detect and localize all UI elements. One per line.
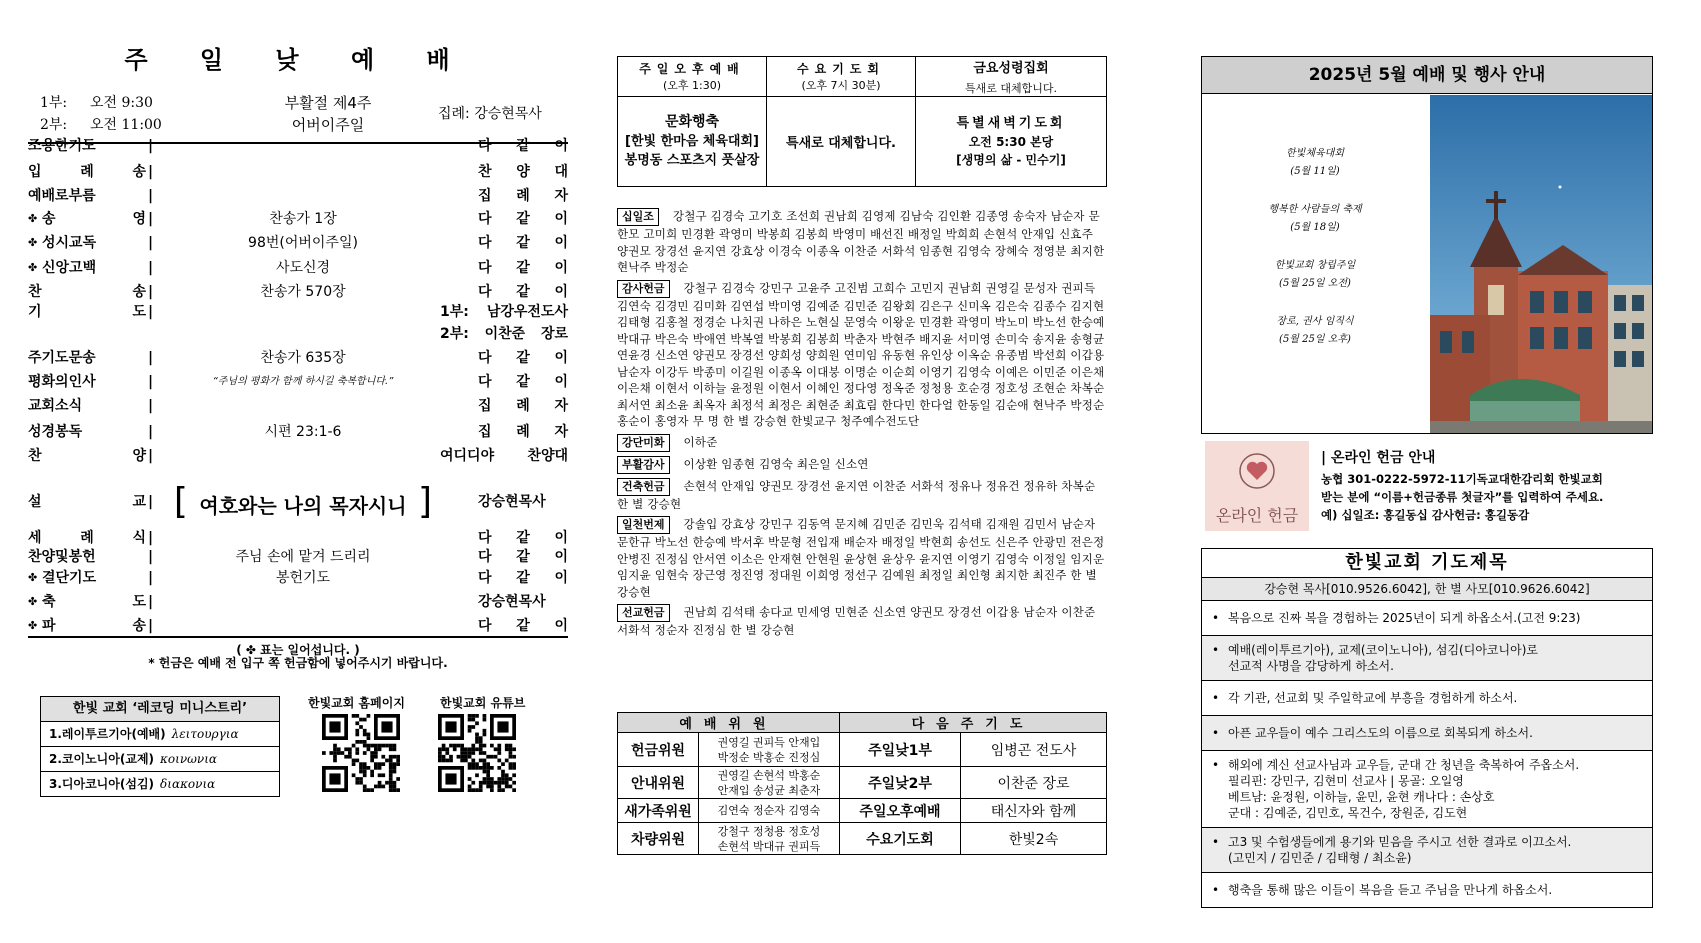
offering-block bbox=[617, 280, 1107, 430]
order-divider: | bbox=[148, 570, 154, 586]
order-item-name: 평화의인사 bbox=[28, 374, 96, 390]
order-item-name: 예배로부름 bbox=[28, 188, 96, 204]
offering-block bbox=[617, 434, 1107, 452]
recording-title: 한빛 교회 ‘레코딩 미니스트리’ bbox=[41, 697, 279, 722]
order-item-name: 송 영 bbox=[42, 211, 146, 227]
prayer-item-line bbox=[1212, 610, 1644, 626]
bullet-icon: • bbox=[1212, 611, 1220, 625]
order-item-content: 봉헌기도 bbox=[275, 570, 331, 586]
prayer-slot: 수요기도회 bbox=[840, 823, 961, 855]
recording-item-greek: λειτουργια bbox=[171, 727, 239, 741]
bullet-icon: • bbox=[1212, 691, 1220, 705]
homepage-qr-code[interactable] bbox=[322, 714, 400, 792]
prayer-item bbox=[1202, 828, 1652, 873]
recording-item-greek: κοινωνια bbox=[160, 752, 218, 766]
order-of-worship bbox=[28, 30, 568, 880]
order-divider: | bbox=[148, 235, 154, 251]
service-name bbox=[238, 92, 418, 136]
order-item-leader: 강승현목사 bbox=[478, 594, 546, 610]
duty-names bbox=[699, 733, 840, 767]
offering-names-text: 이하준 bbox=[683, 434, 718, 449]
order-row bbox=[28, 590, 568, 614]
recording-item-greek: διακονια bbox=[160, 777, 216, 791]
prayer-item bbox=[1202, 681, 1652, 716]
order-item-name: 성시교독 bbox=[42, 235, 97, 251]
event-name: 장로, 권사 임직식 bbox=[1276, 316, 1354, 327]
order-divider: | bbox=[148, 398, 154, 414]
prayer-item-line bbox=[1212, 834, 1644, 850]
duty-names bbox=[699, 799, 840, 823]
recording-ministry-box bbox=[40, 696, 280, 797]
online-offering-title: | 온라인 헌금 안내 bbox=[1321, 450, 1436, 466]
offering-names bbox=[617, 208, 1107, 643]
order-item-name: 입 례 송 bbox=[28, 164, 146, 180]
order-item-name: 신앙고백 bbox=[42, 260, 97, 276]
prayer-item bbox=[1202, 601, 1652, 636]
offering-names-text: 강철구 김경숙 고기호 조선희 권남희 김영제 김남숙 김인환 김종영 송숙자 남순자 문한모 고미희 민경환 곽영미 박봉희 김봉희 박영미 배선진 배정일 박희희 손현석 안재입 신효주 양권모 장경선 윤지연 강효상 이경숙 이종옥 이찬준 서화석 임종현 김영숙 장혜숙 정영분 최지한 현낙주 박정순 bbox=[617, 209, 1105, 274]
order-item-leader: 1부: 남강우전도사 bbox=[440, 304, 568, 320]
wednesday-prayer-body: 특새로 대체합니다. bbox=[767, 97, 916, 187]
event-date: (5월 11일) bbox=[1290, 166, 1340, 177]
bullet-icon: • bbox=[1212, 835, 1220, 849]
online-instruction: 받는 분에 “이름+헌금종류 첫글자”를 입력하여 주세요. bbox=[1321, 490, 1604, 504]
afternoon-body-line: 문화행축 bbox=[664, 114, 720, 130]
youtube-qr-code[interactable] bbox=[438, 714, 516, 792]
right-bracket: ] bbox=[406, 481, 433, 522]
recording-item bbox=[41, 747, 279, 772]
order-divider: | bbox=[148, 530, 154, 546]
order-divider: | bbox=[148, 164, 154, 180]
order-item-content: 찬송가 570장 bbox=[260, 284, 346, 300]
order-item-leader: 다 같 이 bbox=[478, 350, 568, 366]
order-item-leader: 다 같 이 bbox=[478, 530, 568, 546]
online-offering-box bbox=[1201, 441, 1651, 531]
duty-role: 안내위원 bbox=[618, 767, 699, 799]
order-item-leader: 다 같 이 bbox=[478, 549, 568, 565]
offering-type-tag: 감사헌금 bbox=[617, 280, 670, 298]
youtube-qr-label: 한빛교회 유튜브 bbox=[440, 696, 526, 710]
order-item-leader: 다 같 이 bbox=[478, 235, 568, 251]
order-divider: | bbox=[148, 304, 154, 320]
duty-role: 차량위원 bbox=[618, 823, 699, 855]
offering-type-tag: 십일조 bbox=[617, 208, 659, 226]
order-row bbox=[28, 256, 568, 280]
order-divider: | bbox=[148, 211, 154, 227]
order-divider: | bbox=[148, 374, 154, 390]
order-divider: | bbox=[148, 350, 154, 366]
order-item-leader: 집 례 자 bbox=[478, 398, 568, 414]
offering-names-text: 권남희 김석태 송다교 민세영 민현준 신소연 양권모 장경선 이갑용 남순자 이찬준 서화석 정순자 진정심 한 별 강승현 bbox=[617, 605, 1096, 637]
prayer-item-text: 아픈 교우들이 예수 그리스도의 이름으로 회복되게 하소서. bbox=[1228, 726, 1533, 740]
standing-mark: ✤ bbox=[28, 212, 38, 225]
standing-note: ( ✤ 표는 일어섭니다. ) bbox=[28, 636, 568, 658]
church-illustration bbox=[1430, 95, 1652, 433]
event-name: 한빛교회 창립주일 bbox=[1274, 260, 1356, 271]
offering-block bbox=[617, 208, 1107, 276]
dawn-prayer-time: 오전 5:30 본당 bbox=[968, 134, 1054, 149]
prayer-slot: 주일낮1부 bbox=[840, 733, 961, 767]
friday-service-title: 금요성령집회 bbox=[973, 61, 1049, 76]
officiant: 집례: 강승현목사 bbox=[438, 106, 542, 122]
afternoon-service-title: 주일오후예배 bbox=[639, 62, 745, 76]
prayer-item bbox=[1202, 751, 1652, 828]
prayer-item-line bbox=[1212, 789, 1644, 805]
offering-type-tag: 일천번제 bbox=[617, 516, 670, 534]
dawn-prayer-theme: [생명의 삶 - 민수기] bbox=[956, 152, 1066, 167]
order-item-leader: 다 같 이 bbox=[478, 260, 568, 276]
order-item-content: 사도신경 bbox=[275, 260, 331, 276]
prayer-item-text: 복음으로 진짜 복을 경험하는 2025년이 되게 하옵소서.(고전 9:23) bbox=[1228, 611, 1581, 625]
duty-role: 헌금위원 bbox=[618, 733, 699, 767]
standing-mark: ✤ bbox=[28, 595, 38, 608]
order-divider: | bbox=[148, 284, 154, 300]
online-offering-badge-label: 온라인 헌금 bbox=[1215, 506, 1299, 525]
recording-item-label: 3.디아코니아(섬김) bbox=[49, 777, 155, 791]
duty-names bbox=[699, 823, 840, 855]
order-divider: | bbox=[148, 494, 154, 510]
order-row bbox=[28, 207, 568, 231]
sermon-title bbox=[168, 481, 438, 524]
order-item-name: 성경봉독 bbox=[28, 424, 83, 440]
order-item-leader: 집 례 자 bbox=[478, 424, 568, 440]
order-row bbox=[28, 394, 568, 418]
order-item-content: 찬송가 1장 bbox=[269, 211, 337, 227]
prayer-item-line bbox=[1212, 805, 1644, 821]
events-list bbox=[1202, 95, 1428, 433]
event-item bbox=[1202, 201, 1428, 237]
order-item-content: 시편 23:1-6 bbox=[264, 424, 342, 440]
duty-row bbox=[618, 823, 1107, 855]
prayer-item-line bbox=[1212, 725, 1644, 741]
prayer-item-text: 행축을 통해 많은 이들이 복음을 듣고 주님을 만나게 하옵소서. bbox=[1228, 883, 1553, 897]
service-name-line: 부활절 제4주 bbox=[284, 94, 372, 112]
order-row bbox=[28, 300, 568, 324]
order-row bbox=[28, 184, 568, 208]
afternoon-body-line: 봉명동 스포츠지 풋살장 bbox=[624, 153, 760, 168]
friday-service-body: 특새로 대체합니다. bbox=[964, 82, 1057, 95]
order-item-leader: 다 같 이 bbox=[478, 570, 568, 586]
offering-block bbox=[617, 604, 1107, 639]
duty-names-line: 안재입 송성균 최춘자 bbox=[717, 783, 821, 797]
duty-table bbox=[617, 712, 1107, 855]
event-item bbox=[1202, 313, 1428, 349]
event-date: (5월 25일 오후) bbox=[1279, 334, 1351, 345]
order-row bbox=[28, 134, 568, 158]
duty-names-line: 강철구 정청용 정호성 bbox=[717, 824, 821, 838]
prayer-slot: 주일낮2부 bbox=[840, 767, 961, 799]
offering-note: * 헌금은 예배 전 입구 쪽 헌금함에 넣어주시기 바랍니다. bbox=[148, 656, 448, 670]
order-item-name: 교회소식 bbox=[28, 398, 83, 414]
homepage-qr-label: 한빛교회 홈페이지 bbox=[308, 696, 405, 710]
service-title: 주 일 낮 예 배 bbox=[124, 46, 472, 74]
event-item bbox=[1202, 145, 1428, 181]
prayer-item bbox=[1202, 716, 1652, 751]
order-item-name: 설 교 bbox=[28, 494, 146, 510]
prayer-item-text: 해외에 계신 선교사님과 교우들, 군대 간 청년을 축복하여 주옵소서. bbox=[1228, 758, 1580, 772]
order-item-content: 찬송가 635장 bbox=[260, 350, 346, 366]
order-item-name: 찬 송 bbox=[28, 284, 146, 300]
sermon-row bbox=[28, 481, 568, 522]
time-label: 2부: bbox=[40, 117, 68, 133]
standing-mark: ✤ bbox=[28, 236, 38, 249]
wednesday-prayer-time: (오후 7시 30분) bbox=[801, 79, 881, 92]
order-divider: | bbox=[148, 138, 154, 154]
online-example: 예) 십일조: 홍길동십 감사헌금: 홍길동감 bbox=[1321, 508, 1530, 522]
prayer-slot: 주일오후예배 bbox=[840, 799, 961, 823]
offering-names-text: 강철구 김경숙 강민구 고윤주 고진범 고희수 고민지 권남희 권영길 문성자 권피득 김연숙 김경민 김미화 김연섭 박미영 김예준 김민준 김왕회 김은구 신미옥 김은숙 김종수 김지현 김태형 김홍철 정경순 나치권 나하은 노현실 문영숙 이왕운 민경환 곽영미 박노미 박노선 한승예 박대규 박은숙 박애연 박복열 박봉희 김봉희 박춘자 박현주 배지윤 서미영 손미숙 송지윤 송형균 연윤경 신소연 양권모 장경선 양희성 양희원 연미임 유동현 유인상 이옥순 유종범 박선희 이갑용 남순자 이강두 박종미 이길원 이종옥 이대붕 이명순 이순희 이영기 김영숙 이예은 이민준 이은채 이은채 이현서 이하늘 윤정원 이현서 이혜인 정다영 정옥준 정청용 호순경 정호성 조현순 차복순 최서연 최소윤 최옥자 최정석 최정은 최현준 최효림 한다민 한다얼 한동일 김순애 현낙주 박정순 홍순이 홍영자 무 명 한 별 강승현 한빛교구 청주예수전도단 bbox=[617, 280, 1105, 428]
order-item-name: 축 도 bbox=[42, 594, 146, 610]
prayer-item-line bbox=[1212, 773, 1644, 789]
duty-names-line: 김연숙 정순자 김영숙 bbox=[717, 804, 821, 817]
prayer-item bbox=[1202, 873, 1652, 907]
order-item-name: 기 도 bbox=[28, 304, 146, 320]
dawn-prayer-cell bbox=[916, 97, 1107, 187]
wednesday-prayer-head bbox=[767, 57, 916, 97]
order-item-name: 찬양및봉헌 bbox=[28, 549, 96, 565]
order-item-name: 찬 양 bbox=[28, 448, 146, 464]
order-item-name: 세 례 식 bbox=[28, 530, 146, 546]
prayer-item-line bbox=[1212, 642, 1644, 658]
duty-head-left: 예배위원 bbox=[618, 713, 840, 733]
order-row bbox=[28, 346, 568, 370]
recording-item bbox=[41, 772, 279, 796]
standing-mark: ✤ bbox=[28, 261, 38, 274]
offering-names-text: 이상환 임종현 김영숙 최은일 신소연 bbox=[683, 456, 869, 471]
online-offering-badge bbox=[1205, 441, 1309, 531]
order-item-content: 주님 손에 맡겨 드리리 bbox=[235, 549, 371, 565]
prayer-item-text: 군대 : 김예준, 김민호, 목건수, 장원준, 김도현 bbox=[1228, 806, 1468, 820]
prayer-item-text: (고민지 / 김민준 / 김태형 / 최소윤) bbox=[1228, 851, 1412, 865]
prayer-contacts: 강승현 목사[010.9526.6042], 한 별 사모[010.9626.6042] bbox=[1202, 578, 1652, 601]
duty-row bbox=[618, 799, 1107, 823]
order-item-leader: 다 같 이 bbox=[478, 374, 568, 390]
prayer-item-line bbox=[1212, 850, 1644, 866]
order-divider: | bbox=[148, 549, 154, 565]
order-row bbox=[28, 444, 568, 468]
offering-block bbox=[617, 478, 1107, 513]
order-divider: | bbox=[148, 448, 154, 464]
prayer-item-text: 필리핀: 강민구, 김현미 선교사 | 몽골: 오일영 bbox=[1228, 774, 1464, 788]
offering-names-text: 손현석 안재입 양권모 장경선 윤지연 이찬준 서화석 정유나 정유건 정유하 차복순 한 별 강승현 bbox=[617, 478, 1096, 511]
sermon-title-text: 여호와는 나의 목자시니 bbox=[199, 494, 407, 518]
prayer-item-line bbox=[1212, 757, 1644, 773]
prayer-item-text: 베트남: 윤정원, 이하늘, 윤민, 윤현 캐나다 : 손상호 bbox=[1228, 790, 1495, 804]
prayer-leader: 임병곤 전도사 bbox=[961, 733, 1107, 767]
offering-type-tag: 건축헌금 bbox=[617, 478, 670, 496]
bullet-icon: • bbox=[1212, 643, 1220, 657]
offering-block bbox=[617, 516, 1107, 600]
standing-mark: ✤ bbox=[28, 571, 38, 584]
events-box bbox=[1201, 56, 1653, 434]
bullet-icon: • bbox=[1212, 883, 1220, 897]
prayer-item-line bbox=[1212, 658, 1644, 674]
service-times bbox=[40, 92, 162, 136]
order-item-leader: 다 같 이 bbox=[478, 138, 568, 154]
bank-account: 농협 301-0222-5972-11기독교대한감리회 한빛교회 bbox=[1321, 472, 1603, 486]
order-divider: | bbox=[148, 188, 154, 204]
order-row bbox=[28, 160, 568, 184]
prayer-leader: 한빛2속 bbox=[961, 823, 1107, 855]
prayer-item-text: 예배(레이투르기아), 교제(코이노니아), 섬김(디아코니아)로 bbox=[1228, 643, 1538, 657]
order-row bbox=[28, 231, 568, 255]
prayer-title: 한빛교회 기도제목 bbox=[1202, 549, 1652, 578]
service-name-line: 어버이주일 bbox=[291, 116, 365, 134]
prayer-list bbox=[1202, 601, 1652, 907]
dawn-prayer-title: 특별새벽기도회 bbox=[956, 115, 1066, 131]
left-bracket: [ bbox=[173, 481, 200, 522]
duty-names-line: 박정순 박홍순 진정심 bbox=[717, 750, 821, 764]
order-item-name: 주기도문송 bbox=[28, 350, 96, 366]
recording-item bbox=[41, 722, 279, 747]
order-item-name: 파 송 bbox=[42, 618, 146, 634]
order-row bbox=[28, 420, 568, 444]
duty-head-right: 다음주기도 bbox=[840, 713, 1107, 733]
order-divider: | bbox=[148, 594, 154, 610]
prayer-leader: 태신자와 함께 bbox=[961, 799, 1107, 823]
order-item-name: 조용한기도 bbox=[28, 138, 96, 154]
duty-row bbox=[618, 733, 1107, 767]
order-divider: | bbox=[148, 618, 154, 634]
prayer-item bbox=[1202, 636, 1652, 681]
time-value: 오전 11:00 bbox=[90, 117, 162, 133]
order-item-content: 98번(어버이주일) bbox=[248, 235, 358, 251]
afternoon-body-line: [한빛 한마음 체육대회] bbox=[625, 134, 759, 149]
offering-names-text: 강솔입 강효상 강민구 김동역 문지혜 김민준 김민욱 김석태 김재원 김민서 남순자 문한규 박노선 한승예 박서후 박문형 전입재 배순자 배정일 박현희 송선도 신은주 안광민 전은정 안병진 진정심 안서연 이소은 안재현 안현원 윤상현 윤상우 윤지연 이영기 김영숙 이정일 임지운 임지윤 임현숙 장근영 정진영 정대원 이희영 정선구 김예원 최정일 최인형 최지한 최진주 한 별 강승현 bbox=[617, 517, 1105, 599]
afternoon-service-body bbox=[618, 97, 767, 187]
offering-type-tag: 강단미화 bbox=[617, 434, 670, 452]
order-row bbox=[28, 370, 568, 394]
time-label: 1부: bbox=[40, 95, 68, 111]
bullet-icon: • bbox=[1212, 726, 1220, 740]
prayer-item-text: 고3 및 수험생들에게 용기와 믿음을 주시고 선한 결과로 이끄소서. bbox=[1228, 835, 1572, 849]
friday-service-cell bbox=[916, 57, 1107, 97]
prayer-item-text: 각 기관, 선교회 및 주일학교에 부흥을 경험하게 하소서. bbox=[1228, 691, 1518, 705]
order-item-leader: 집 례 자 bbox=[478, 188, 568, 204]
order-item-leader: 다 같 이 bbox=[478, 211, 568, 227]
bullet-icon: • bbox=[1212, 758, 1220, 772]
order-item-leader: 강승현목사 bbox=[478, 494, 546, 510]
duty-row bbox=[618, 767, 1107, 799]
order-item-leader: 찬 양 대 bbox=[478, 164, 568, 180]
events-title: 2025년 5월 예배 및 행사 안내 bbox=[1202, 57, 1652, 94]
time-value: 오전 9:30 bbox=[90, 95, 153, 111]
order-item-leader: 2부: 이찬준 장로 bbox=[440, 326, 568, 342]
order-item-content: “주님의 평화가 함께 하시길 축복합니다.” bbox=[212, 376, 394, 387]
duty-names-line: 권영길 권피득 안재입 bbox=[717, 735, 821, 749]
order-item-leader: 다 같 이 bbox=[478, 284, 568, 300]
event-item bbox=[1202, 257, 1428, 293]
order-row bbox=[28, 322, 568, 346]
afternoon-service-time: (오후 1:30) bbox=[662, 79, 722, 92]
duty-names bbox=[699, 767, 840, 799]
order-row bbox=[28, 614, 568, 638]
order-item-leader: 여디디야 찬양대 bbox=[440, 448, 568, 464]
duty-names-line: 손현석 박대규 권피득 bbox=[717, 839, 821, 853]
recording-item-label: 1.레이투르기아(예배) bbox=[49, 727, 166, 741]
heart-icon bbox=[1237, 451, 1277, 491]
order-item-leader: 다 같 이 bbox=[478, 618, 568, 634]
order-row bbox=[28, 566, 568, 590]
prayer-item-text: 선교적 사명을 감당하게 하소서. bbox=[1228, 659, 1394, 673]
duty-role: 새가족위원 bbox=[618, 799, 699, 823]
offering-block bbox=[617, 456, 1107, 474]
wednesday-prayer-title: 수요기도회 bbox=[797, 62, 885, 76]
prayer-item-line bbox=[1212, 882, 1644, 898]
offering-type-tag: 선교헌금 bbox=[617, 604, 670, 622]
afternoon-service-head bbox=[618, 57, 767, 97]
prayer-topics-box bbox=[1201, 548, 1653, 908]
duty-names-line: 권영길 손현석 박홍순 bbox=[717, 768, 821, 782]
order-divider: | bbox=[148, 260, 154, 276]
prayer-leader: 이찬준 장로 bbox=[961, 767, 1107, 799]
prayer-item-line bbox=[1212, 690, 1644, 706]
order-divider: | bbox=[148, 424, 154, 440]
event-date: (5월 18일) bbox=[1290, 222, 1340, 233]
standing-mark: ✤ bbox=[28, 619, 38, 632]
order-item-name: 결단기도 bbox=[42, 570, 97, 586]
event-name: 한빛체육대회 bbox=[1286, 148, 1344, 159]
recording-item-label: 2.코이노니아(교제) bbox=[49, 752, 155, 766]
event-name: 행복한 사람들의 축제 bbox=[1268, 204, 1362, 215]
event-date: (5월 25일 오전) bbox=[1279, 278, 1351, 289]
offering-type-tag: 부활감사 bbox=[617, 456, 670, 474]
weekly-schedule-table bbox=[617, 56, 1107, 187]
